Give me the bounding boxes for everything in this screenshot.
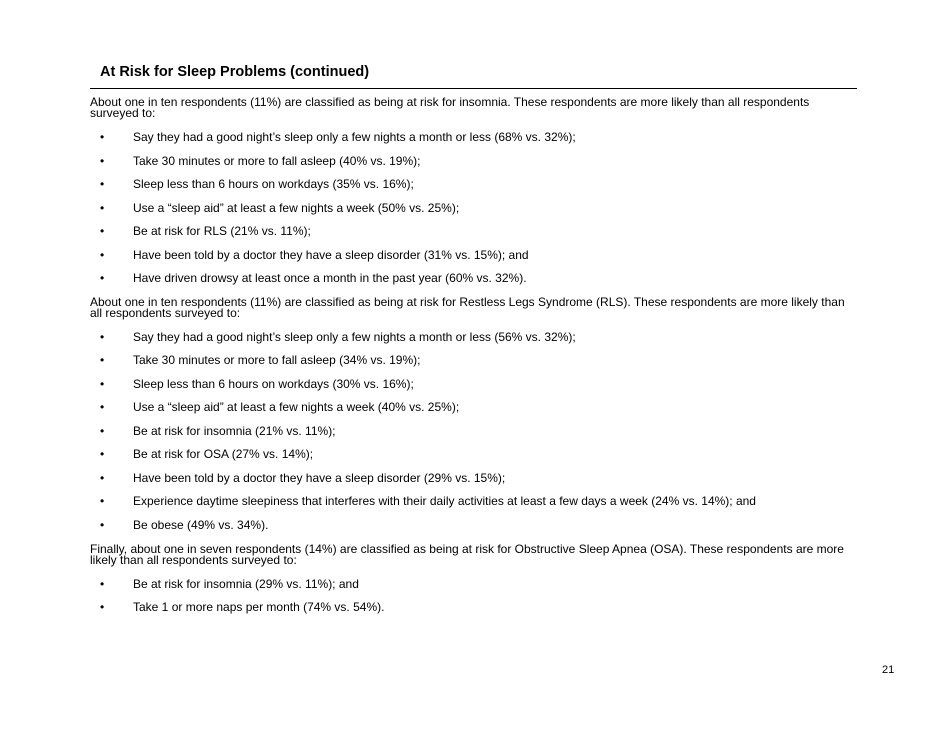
list-item-text: Say they had a good night’s sleep only a few nights a month or less (68% vs. 32%); [133, 130, 576, 144]
bullet-icon: • [100, 577, 105, 591]
list-item-text: Have been told by a doctor they have a sleep disorder (31% vs. 15%); and [133, 248, 529, 262]
page-title: At Risk for Sleep Problems (continued) [100, 64, 370, 80]
bullet-icon: • [100, 154, 105, 168]
list-item-text: Experience daytime sleepiness that interferes with their daily activities at least a few days a week (24% vs. 14%); and [133, 494, 756, 508]
bullet-icon: • [100, 224, 105, 238]
page-number: 21 [882, 664, 895, 676]
bullet-icon: • [100, 400, 105, 414]
bullet-icon: • [100, 248, 105, 262]
list-item [90, 270, 858, 286]
list-item [90, 223, 858, 239]
list-item [90, 599, 858, 615]
bullet-icon: • [100, 424, 105, 438]
list-item [90, 493, 858, 509]
list-item [90, 576, 858, 592]
list-item-text: Take 30 minutes or more to fall asleep (40% vs. 19%); [133, 154, 421, 168]
bullet-icon: • [100, 201, 105, 215]
list-item-text: Be at risk for insomnia (21% vs. 11%); [133, 424, 336, 438]
list-item [90, 470, 858, 486]
list-item-text: Be at risk for RLS (21% vs. 11%); [133, 224, 311, 238]
list-item [90, 423, 858, 439]
bullet-icon: • [100, 353, 105, 367]
list-item-text: Be at risk for insomnia (29% vs. 11%); and [133, 577, 359, 591]
bullet-icon: • [100, 600, 105, 614]
bullet-icon: • [100, 494, 105, 508]
list-item-text: Use a “sleep aid” at least a few nights a week (40% vs. 25%); [133, 400, 460, 414]
section-intro-osa: Finally, about one in seven respondents (14%) are classified as being at risk for Obstructive Sleep Apnea (OSA). These respondents are more likely than all respondents surveyed to: [90, 542, 844, 567]
bullet-icon: • [100, 271, 105, 285]
list-item [90, 329, 858, 345]
list-item [90, 352, 858, 368]
title-divider [90, 88, 857, 89]
bullet-icon: • [100, 130, 105, 144]
bullet-icon: • [100, 377, 105, 391]
list-item [90, 247, 858, 263]
list-item [90, 200, 858, 216]
list-item-text: Be at risk for OSA (27% vs. 14%); [133, 447, 314, 461]
list-item [90, 376, 858, 392]
list-item [90, 399, 858, 415]
list-item-text: Take 30 minutes or more to fall asleep (34% vs. 19%); [133, 353, 421, 367]
list-item [90, 517, 858, 533]
list-item [90, 129, 858, 145]
list-item-text: Have driven drowsy at least once a month in the past year (60% vs. 32%). [133, 271, 527, 285]
section-intro-rls: About one in ten respondents (11%) are classified as being at risk for Restless Legs Syndrome (RLS). These respondents are more likely than all respondents surveyed to: [90, 295, 845, 320]
bullet-icon: • [100, 471, 105, 485]
list-item-text: Take 1 or more naps per month (74% vs. 54%). [133, 600, 385, 614]
list-item-text: Be obese (49% vs. 34%). [133, 518, 269, 532]
list-item-text: Sleep less than 6 hours on workdays (30% vs. 16%); [133, 377, 414, 391]
list-item [90, 446, 858, 462]
list-item-text: Have been told by a doctor they have a sleep disorder (29% vs. 15%); [133, 471, 506, 485]
list-item-text: Say they had a good night’s sleep only a few nights a month or less (56% vs. 32%); [133, 330, 576, 344]
bullet-icon: • [100, 447, 105, 461]
bullet-icon: • [100, 518, 105, 532]
section-intro-insomnia: About one in ten respondents (11%) are classified as being at risk for insomnia. These respondents are more likely than all respondents surveyed to: [90, 95, 810, 120]
list-item-text: Sleep less than 6 hours on workdays (35% vs. 16%); [133, 177, 414, 191]
list-item [90, 153, 858, 169]
list-item-text: Use a “sleep aid” at least a few nights a week (50% vs. 25%); [133, 201, 460, 215]
bullet-icon: • [100, 330, 105, 344]
list-item [90, 176, 858, 192]
bullet-icon: • [100, 177, 105, 191]
